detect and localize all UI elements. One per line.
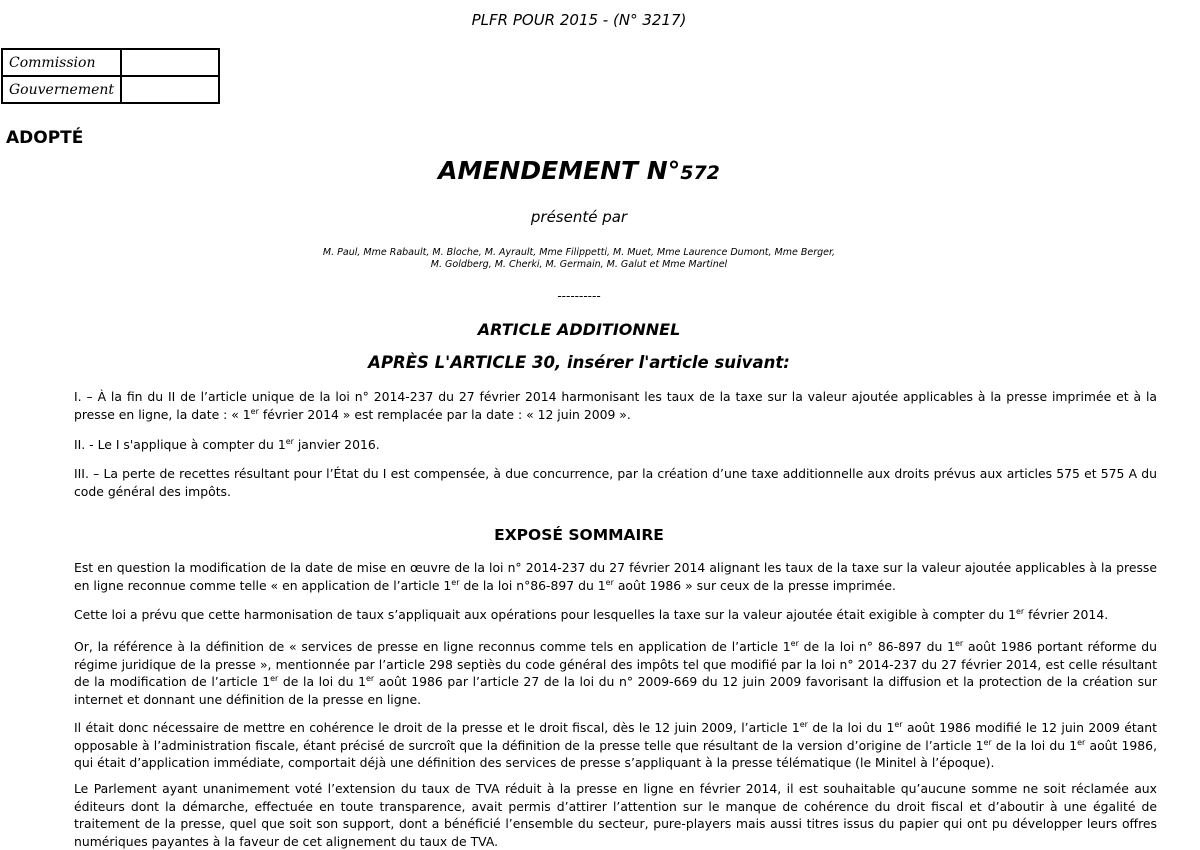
- separator: ----------: [557, 289, 601, 303]
- dispositif-paragraph-3: III. – La perte de recettes résultant pour l’État du I est compensée, à due concurrence, par la création d’une taxe additionnelle aux droits prévus aux articles 575 et 575 A du code général des impôts.: [74, 466, 1157, 499]
- status-value-commission: [121, 49, 219, 76]
- authors-line-1: M. Paul, Mme Rabault, M. Bloche, M. Ayrault, Mme Filippetti, M. Muet, Mme Laurence Dumont, Mme Berger,: [322, 247, 836, 258]
- dispositif-paragraph-2: II. - Le I s'applique à compter du 1er janvier 2016.: [74, 436, 380, 452]
- authors: [300, 247, 858, 271]
- authors-line-2: M. Goldberg, M. Cherki, M. Germain, M. Galut et Mme Martinel: [430, 259, 728, 270]
- status-table: [1, 48, 220, 104]
- dispositif-paragraph-1: I. – À la fin du II de l’article unique de la loi n° 2014-237 du 27 février 2014 harmonisant les taux de la taxe sur la valeur ajoutée applicables à la presse imprimée et à la presse en ligne, la date : « 1er février 2014 » est remplacée par la date : « 12 juin 2009 ».: [74, 389, 1157, 422]
- expose-paragraph-3: Or, la référence à la définition de « services de presse en ligne reconnus comme tels en application de l’article 1er de la loi n° 86-897 du 1er août 1986 portant réforme du régime juridique de la presse », mentionnée par l’article 298 septiès du code général des impôts tel que modifié par la loi n° 2014-237 du 27 février 2014, est celle résultant de la modification de l’article 1er de la loi du 1er août 1986 par l’article 27 de la loi du n° 2009-669 du 12 juin 2009 favorisant la diffusion et la protection de la création sur internet et donnant une définition de la presse en ligne.: [74, 638, 1157, 707]
- expose-paragraph-5: Le Parlement ayant unanimement voté l’extension du taux de TVA réduit à la presse en ligne en février 2014, il est souhaitable qu’aucune somme ne soit réclamée aux éditeurs dont la démarche, effectuée en toute transparence, avait permis d’attirer l’attention sur le manque de cohérence du droit fiscal et d’aboutir à une égalité de traitement de la presse, quel que soit son support, dont a bénéficié l’ensemble du secteur, pure-players mais aussi titres issus du papier qui ont pu développer leurs offres numériques payantes à la faveur de cet alignement du taux de TVA.: [74, 781, 1157, 849]
- expose-heading: EXPOSÉ SOMMAIRE: [494, 526, 664, 544]
- status-row-gouvernement: [2, 76, 219, 103]
- amendment-title-prefix: AMENDEMENT N°: [438, 156, 681, 185]
- apres-heading: APRÈS L'ARTICLE 30, insérer l'article suivant:: [368, 353, 790, 372]
- expose-paragraph-4: Il était donc nécessaire de mettre en cohérence le droit de la presse et le droit fiscal, dès le 12 juin 2009, l’article 1er de la loi du 1er août 1986 modifié le 12 juin 2009 étant opposable à l’administration fiscale, étant précisé de surcroît que la définition de la presse telle que résultant de la version d’origine de l’article 1er de la loi du 1er août 1986, qui était d’application immédiate, comportait déjà une définition des services de presse s’appliquant à la presse télématique (le Minitel à l’époque).: [74, 719, 1158, 770]
- amendment-number: 572: [680, 162, 720, 184]
- status-row-commission: [2, 49, 219, 76]
- status-label-gouvernement: Gouvernement: [2, 76, 121, 103]
- document-header-title: PLFR POUR 2015 - (N° 3217): [471, 11, 687, 29]
- article-heading: ARTICLE ADDITIONNEL: [477, 320, 681, 339]
- status-label-commission: Commission: [2, 49, 121, 76]
- status-value-gouvernement: [121, 76, 219, 103]
- adopted-status: ADOPTÉ: [6, 128, 84, 148]
- expose-paragraph-1: Est en question la modification de la date de mise en œuvre de la loi n° 2014-237 du 27 février 2014 alignant les taux de la taxe sur la valeur ajoutée applicables à la presse en ligne reconnue comme telle « en application de l’article 1er de la loi n°86-897 du 1er août 1986 » sur ceux de la presse imprimée.: [74, 560, 1157, 593]
- presented-by: présenté par: [530, 208, 628, 226]
- amendment-title: [0, 156, 1158, 185]
- expose-paragraph-2: Cette loi a prévu que cette harmonisation de taux s’appliquait aux opérations pour lesquelles la taxe sur la valeur ajoutée était exigible à compter du 1er février 2014.: [74, 606, 1109, 622]
